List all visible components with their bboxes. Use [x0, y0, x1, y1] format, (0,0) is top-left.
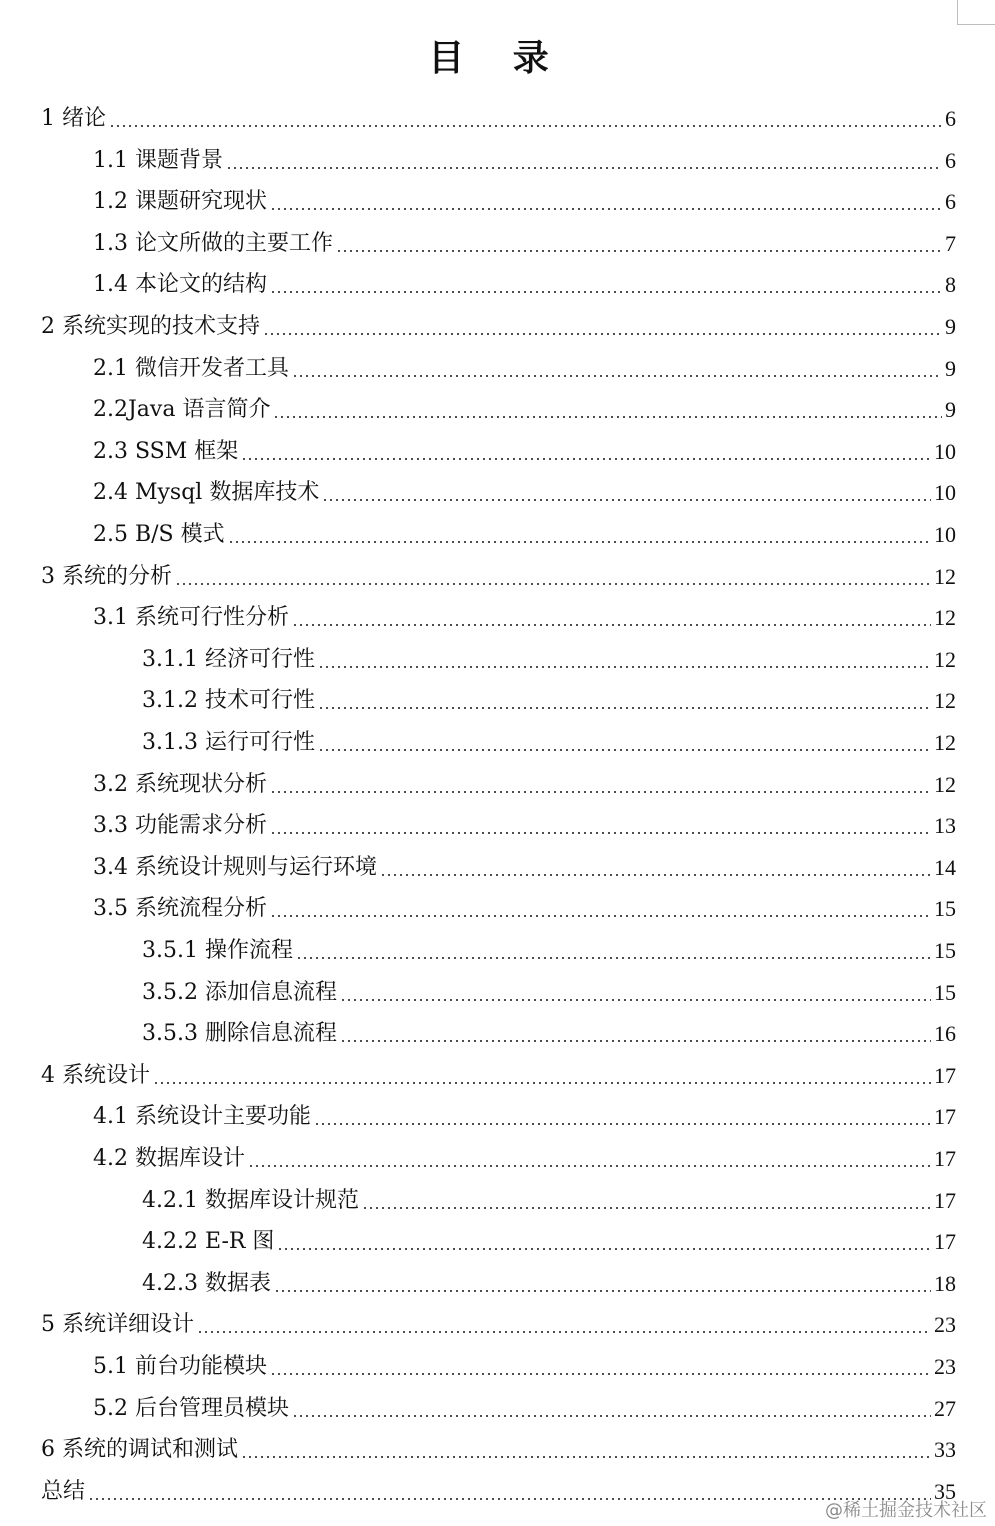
toc-entry-title: 2 系统实现的技术支持	[41, 314, 260, 339]
toc-entry-title: 6 系统的调试和测试	[41, 1437, 238, 1463]
toc-leader-dots	[292, 375, 942, 377]
toc-leader-dots	[340, 1040, 931, 1042]
toc-leader-dots	[263, 333, 942, 335]
toc-entry-title: 2.2Java 语言简介	[93, 397, 271, 423]
toc-entry-page: 12	[934, 730, 956, 755]
toc-entry-page: 17	[934, 1187, 956, 1213]
toc-entry-title: 3.5.2 添加信息流程	[142, 979, 337, 1005]
toc-leader-dots	[270, 208, 942, 210]
toc-entry-title: 1.3 论文所做的主要工作	[93, 230, 333, 256]
toc-leader-dots	[241, 458, 931, 460]
toc-entry-title: 5.1 前台功能模块	[93, 1354, 267, 1379]
toc-entry-page: 35	[934, 1478, 956, 1504]
toc-entry[interactable]	[93, 1130, 956, 1172]
toc-entry[interactable]	[93, 756, 956, 798]
toc-leader-dots	[88, 1498, 931, 1500]
toc-leader-dots	[270, 915, 931, 917]
toc-entry-title: 总结	[41, 1478, 86, 1504]
toc-entry-title: 3.3 功能需求分析	[93, 813, 267, 839]
toc-entry-title: 2.1 微信开发者工具	[93, 355, 289, 381]
toc-entry[interactable]	[93, 340, 956, 382]
toc-entry-title: 3.1.1 经济可行性	[142, 646, 315, 672]
toc-leader-dots	[277, 1248, 931, 1250]
toc-entry-page: 12	[934, 646, 956, 672]
toc-entry-page: 7	[945, 230, 956, 256]
toc-leader-dots	[380, 874, 931, 876]
toc-entry-page: 10	[934, 522, 956, 547]
toc-entry-page: 9	[945, 397, 956, 423]
toc-entry-page: 17	[934, 1062, 956, 1088]
toc-leader-dots	[292, 1415, 931, 1417]
toc-leader-dots	[314, 1123, 931, 1125]
toc-entry-title: 4.1 系统设计主要功能	[93, 1104, 311, 1130]
toc-entry-title: 4.2.2 E-R 图	[142, 1229, 275, 1255]
toc-leader-dots	[273, 416, 942, 418]
toc-entry-title: 2.5 B/S 模式	[93, 522, 225, 547]
toc-entry[interactable]	[93, 132, 956, 174]
toc-entry[interactable]	[41, 548, 956, 590]
toc-entry[interactable]	[93, 381, 956, 423]
toc-entry-page: 6	[945, 106, 956, 131]
toc-leader-dots	[228, 541, 931, 543]
toc-entry-page: 12	[934, 563, 956, 589]
toc-leader-dots	[340, 999, 931, 1001]
toc-entry-title: 1.1 课题背景	[93, 147, 223, 173]
toc-entry[interactable]	[93, 506, 956, 548]
toc-leader-dots	[362, 1207, 931, 1209]
toc-entry-title: 4 系统设计	[41, 1062, 150, 1088]
toc-entry-page: 10	[934, 438, 956, 464]
toc-entry-page: 14	[934, 854, 956, 880]
toc-entry-title: 1.2 课题研究现状	[93, 189, 267, 215]
toc-leader-dots	[270, 791, 931, 793]
toc-leader-dots	[318, 749, 931, 751]
toc-entry[interactable]	[142, 922, 956, 964]
toc-entry[interactable]	[93, 880, 956, 922]
toc-entry[interactable]	[142, 1172, 956, 1214]
toc-entry-page: 33	[934, 1437, 956, 1463]
toc-leader-dots	[296, 957, 931, 959]
toc-entry-title: 3.2 系统现状分析	[93, 771, 267, 797]
toc-entry[interactable]	[142, 631, 956, 673]
toc-leader-dots	[248, 1165, 931, 1167]
toc-entry-page: 17	[934, 1229, 956, 1255]
toc-entry[interactable]	[93, 839, 956, 881]
toc-entry-page: 12	[934, 688, 956, 714]
toc-entry-page: 13	[934, 813, 956, 839]
toc-entry[interactable]	[142, 1255, 956, 1297]
toc-entry[interactable]	[41, 1463, 956, 1505]
toc-entry-title: 4.2 数据库设计	[93, 1146, 245, 1171]
toc-entry[interactable]	[41, 1296, 956, 1338]
toc-entry-title: 1.4 本论文的结构	[93, 272, 267, 298]
page-corner-marker	[957, 0, 995, 25]
toc-entry-page: 12	[934, 771, 956, 797]
toc-leader-dots	[318, 707, 931, 709]
page-title: 目 录	[428, 37, 567, 79]
toc-entry-page: 12	[934, 605, 956, 631]
watermark: @稀土掘金技术社区	[825, 1500, 987, 1521]
toc-entry-page: 15	[934, 938, 956, 963]
toc-entry[interactable]	[93, 464, 956, 506]
toc-entry-page: 17	[934, 1146, 956, 1171]
toc-entry[interactable]	[93, 215, 956, 257]
toc-entry-title: 5 系统详细设计	[41, 1312, 194, 1338]
toc-entry-title: 3.1.2 技术可行性	[142, 688, 315, 714]
toc-entry-page: 9	[945, 355, 956, 381]
toc-leader-dots	[270, 1373, 931, 1375]
toc-leader-dots	[175, 583, 931, 585]
toc-entry-title: 3.4 系统设计规则与运行环境	[93, 854, 377, 880]
toc-entry[interactable]	[93, 423, 956, 465]
toc-entry[interactable]	[93, 1380, 956, 1422]
toc-entry-page: 8	[945, 272, 956, 298]
toc-leader-dots	[318, 666, 931, 668]
toc-leader-dots	[270, 291, 942, 293]
toc-entry[interactable]	[93, 256, 956, 298]
toc-entry-page: 6	[945, 189, 956, 215]
toc-entry[interactable]	[41, 1047, 956, 1089]
toc-leader-dots	[109, 125, 942, 127]
toc-leader-dots	[292, 624, 931, 626]
toc-entry-title: 3.5.1 操作流程	[142, 938, 293, 963]
toc-entry-title: 4.2.1 数据库设计规范	[142, 1187, 359, 1213]
toc-leader-dots	[274, 1290, 931, 1292]
toc-entry-page: 15	[934, 979, 956, 1005]
toc-entry[interactable]	[93, 1338, 956, 1380]
toc-entry-page: 23	[934, 1354, 956, 1379]
toc-entry-title: 2.3 SSM 框架	[93, 438, 239, 464]
toc-leader-dots	[241, 1456, 931, 1458]
toc-entry[interactable]	[93, 589, 956, 631]
toc-entry-page: 6	[945, 147, 956, 173]
toc-entry-title: 3.1 系统可行性分析	[93, 605, 289, 631]
toc-entry-page: 9	[945, 314, 956, 339]
toc-entry-page: 17	[934, 1104, 956, 1130]
toc-entry[interactable]	[93, 1088, 956, 1130]
toc-entry-title: 3.1.3 运行可行性	[142, 730, 315, 755]
toc-entry-page: 18	[934, 1270, 956, 1296]
toc-entry[interactable]	[41, 90, 956, 132]
toc-entry-title: 3 系统的分析	[41, 563, 172, 589]
toc-entry[interactable]	[142, 1213, 956, 1255]
toc-entry[interactable]	[142, 1005, 956, 1047]
toc-leader-dots	[336, 250, 942, 252]
toc-leader-dots	[153, 1082, 931, 1084]
toc-entry-page: 27	[934, 1395, 956, 1421]
toc-leader-dots	[197, 1331, 931, 1333]
toc-entry-title: 3.5 系统流程分析	[93, 896, 267, 922]
toc-entry[interactable]	[142, 672, 956, 714]
toc-entry[interactable]	[93, 173, 956, 215]
toc-entry-title: 3.5.3 删除信息流程	[142, 1021, 337, 1047]
toc-entry[interactable]	[142, 714, 956, 756]
toc-entry[interactable]	[41, 1421, 956, 1463]
toc-entry-page: 16	[934, 1021, 956, 1047]
toc-entry-page: 15	[934, 896, 956, 922]
toc-entry-page: 10	[934, 480, 956, 506]
toc-entry[interactable]	[93, 797, 956, 839]
toc-entry[interactable]	[142, 964, 956, 1006]
toc-entry-title: 5.2 后台管理员模块	[93, 1395, 289, 1421]
toc-leader-dots	[270, 832, 931, 834]
toc-leader-dots	[322, 499, 931, 501]
toc-entry-page: 23	[934, 1312, 956, 1338]
toc-entry-title: 4.2.3 数据表	[142, 1270, 271, 1296]
toc-entry-title: 1 绪论	[41, 106, 106, 131]
toc-leader-dots	[226, 167, 942, 169]
toc-entry[interactable]	[41, 298, 956, 340]
toc-entry-title: 2.4 Mysql 数据库技术	[93, 480, 320, 506]
